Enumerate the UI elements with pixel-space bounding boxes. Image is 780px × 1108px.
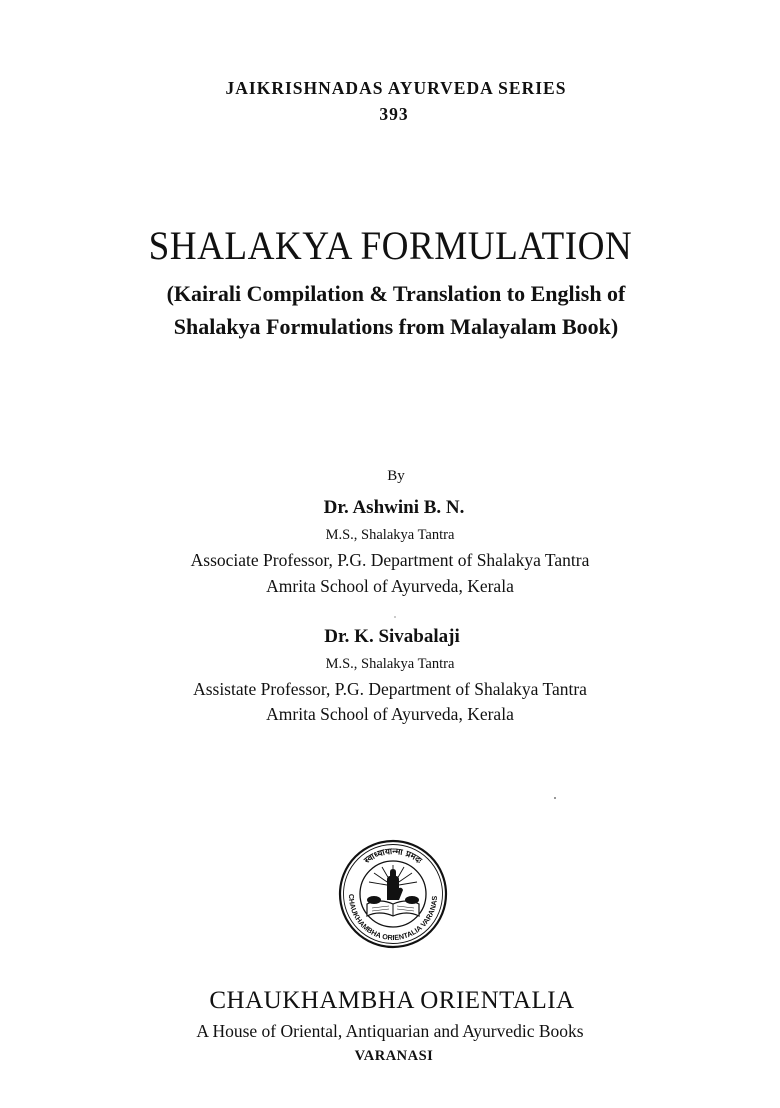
author-1-institution: Amrita School of Ayurveda, Kerala: [266, 576, 514, 596]
publisher-name: CHAUKHAMBHA ORIENTALIA: [209, 987, 575, 1014]
series-number: 393: [379, 104, 409, 124]
author-1-position: Associate Professor, P.G. Department of Shalakya Tantra: [190, 550, 590, 570]
print-speck: [394, 616, 396, 618]
publisher-city: VARANASI: [354, 1048, 434, 1064]
author-1-degree: M.S., Shalakya Tantra: [325, 527, 455, 543]
publisher-tagline: A House of Oriental, Antiquarian and Ayurvedic Books: [196, 1021, 584, 1041]
byline-label: By: [387, 468, 405, 484]
book-subtitle-line-1: (Kairali Compilation & Translation to English of: [166, 281, 626, 306]
seal-ring-text-top: स्वाध्यायान्मा प्रमदः: [362, 846, 424, 867]
publisher-seal-icon: [337, 838, 449, 950]
author-2-position: Assistate Professor, P.G. Department of Shalakya Tantra: [193, 679, 587, 699]
seal-ring-text-bottom: CHAUKHAMBHA ORIENTALIA VARANAS: [346, 893, 440, 943]
print-speck: [554, 797, 556, 799]
author-2-institution: Amrita School of Ayurveda, Kerala: [266, 704, 514, 724]
author-2-degree: M.S., Shalakya Tantra: [325, 656, 455, 672]
book-subtitle-line-2: Shalakya Formulations from Malayalam Book): [173, 314, 619, 339]
author-2-name: Dr. K. Sivabalaji: [324, 626, 460, 647]
series-title: JAIKRISHNADAS AYURVEDA SERIES: [225, 78, 567, 98]
book-title: SHALAKYA FORMULATION: [148, 223, 633, 268]
author-1-name: Dr. Ashwini B. N.: [323, 497, 465, 518]
